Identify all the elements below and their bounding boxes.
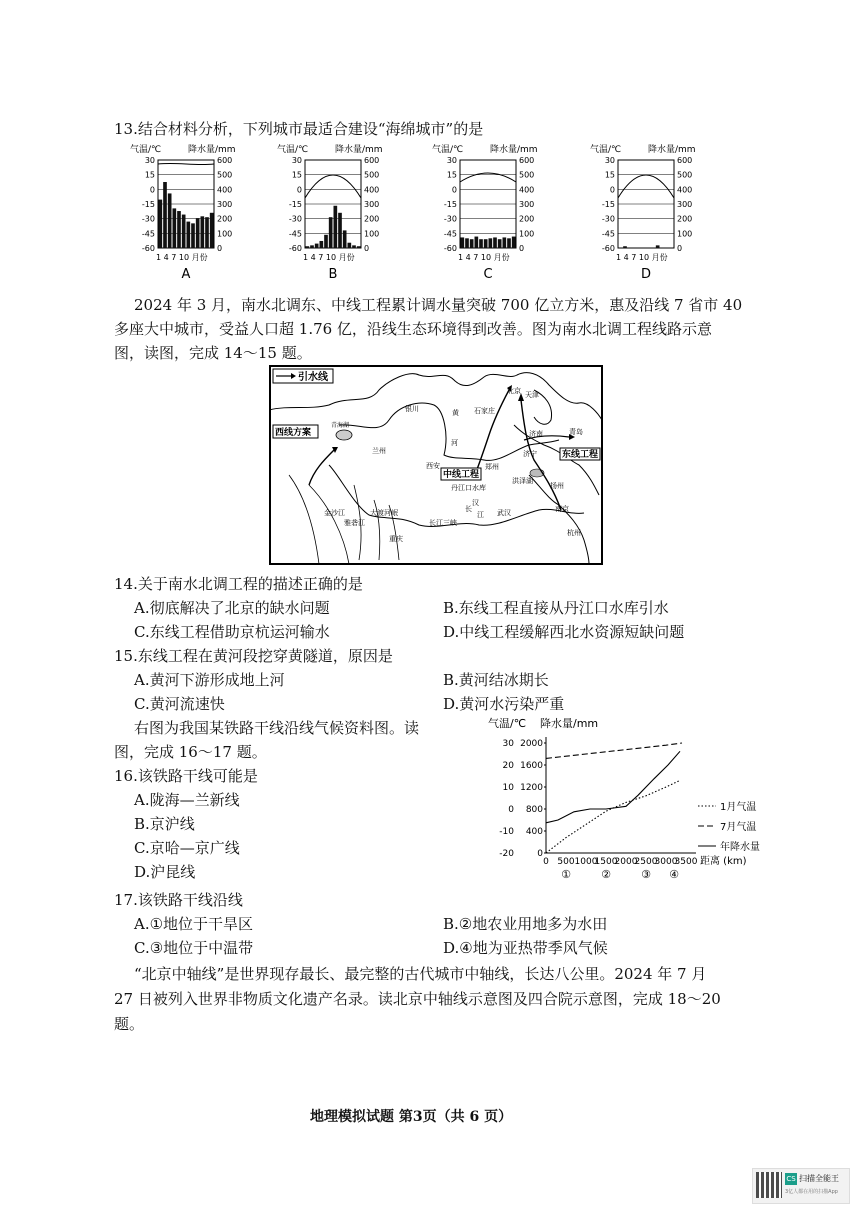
chart-x-label: 距离 (km) xyxy=(700,856,747,867)
q13-precip-bar xyxy=(465,238,469,248)
q17-stem: 17.该铁路干线沿线 xyxy=(114,891,243,909)
chart-x-tick: 3000 xyxy=(654,857,678,867)
map-tianjin: 天津 xyxy=(525,391,539,399)
q13-precip-bar xyxy=(357,246,361,248)
q13-precip-bar xyxy=(623,246,627,248)
q13-precip-bar xyxy=(182,215,186,248)
q13-left-tick: 15 xyxy=(604,170,615,180)
q13-precip-bar xyxy=(177,211,181,248)
q13-temp-label: 气温/℃ xyxy=(130,145,162,155)
map-jinsha: 金沙江 xyxy=(324,509,345,517)
map-jining: 济宁 xyxy=(523,450,537,458)
q13-x-label: 1 4 7 10 月份 xyxy=(616,253,668,262)
q17-option-a[interactable]: A.①地位于干旱区 xyxy=(134,915,254,933)
q13-left-tick: -30 xyxy=(141,214,155,224)
q13-x-label: 1 4 7 10 月份 xyxy=(303,253,355,262)
q13-left-tick: -45 xyxy=(601,229,615,239)
chart-right-tick: 1200 xyxy=(520,783,543,793)
q17-option-b[interactable]: B.②地农业用地多为水田 xyxy=(443,915,608,933)
q14-option-d[interactable]: D.中线工程缓解西北水资源短缺问题 xyxy=(443,623,685,641)
map-dadu: 大渡河 xyxy=(370,509,391,517)
intro16-line2: 图，完成 16～17 题。 xyxy=(114,743,267,761)
chart-legend-label: 7月气温 xyxy=(720,822,757,833)
q13-precip-bar xyxy=(507,238,511,248)
map-han: 汉 xyxy=(472,499,479,507)
q13-right-tick: 600 xyxy=(677,156,693,165)
map-west-route-label: 西线方案 xyxy=(275,428,312,438)
map-middle-route-label: 中线工程 xyxy=(443,470,480,480)
q13-right-tick: 500 xyxy=(677,170,693,180)
map-yinchuan: 银川 xyxy=(405,405,419,413)
map-qinghaihu: 青海湖 xyxy=(331,422,350,429)
q13-precip-bar xyxy=(310,245,314,248)
q13-left-tick: -60 xyxy=(141,244,155,253)
q13-precip-bar xyxy=(338,213,342,248)
chart-site-marker: ② xyxy=(601,868,611,881)
scanner-watermark xyxy=(752,1168,850,1204)
intro18-line1: “北京中轴线”是世界现存最长、最完整的古代城市中轴线，长达八公里。2024 年 7 月 xyxy=(134,965,707,983)
q13-right-tick: 100 xyxy=(217,229,233,239)
intro18-line3: 题。 xyxy=(114,1015,145,1033)
q13-precip-bar xyxy=(479,239,483,248)
chart-series-line-2 xyxy=(546,751,680,823)
q13-panel-b xyxy=(277,143,383,282)
intro14-line2: 多座大中城市，受益人口超 1.76 亿，沿线生态环境得到改善。图为南水北调工程线路示意 xyxy=(114,320,712,338)
map-huanghe-2: 河 xyxy=(451,439,458,447)
chart-series-line-1 xyxy=(546,743,682,758)
q13-precip-bar xyxy=(163,182,167,248)
q13-prec-label: 降水量/mm xyxy=(188,145,236,155)
q15-stem: 15.东线工程在黄河段挖穿黄隧道，原因是 xyxy=(114,647,393,665)
chart-x-tick: 2000 xyxy=(614,857,638,867)
q13-precip-bar xyxy=(329,217,333,248)
chart-legend-label: 1月气温 xyxy=(720,802,757,813)
q16-option-d[interactable]: D.沪昆线 xyxy=(134,863,196,881)
q13-right-tick: 400 xyxy=(364,185,380,195)
q13-left-tick: 0 xyxy=(149,185,155,195)
chart-left-tick: 10 xyxy=(502,783,514,793)
q13-precip-bar xyxy=(187,222,191,248)
chart-temp-axis-label: 气温/℃ xyxy=(488,717,527,730)
q13-left-tick: 30 xyxy=(604,156,615,165)
map-qingdao: 青岛 xyxy=(569,428,583,436)
q13-precip-bar xyxy=(489,238,493,248)
q13-precip-bar xyxy=(168,193,172,248)
q13-right-tick: 500 xyxy=(217,170,233,180)
q13-left-tick: -15 xyxy=(443,200,457,209)
intro18-line2: 27 日被列入世界非物质文化遗产名录。读北京中轴线示意图及四合院示意图，完成 18～20 xyxy=(114,990,721,1008)
map-jiang: 江 xyxy=(477,511,484,519)
map-wuhan: 武汉 xyxy=(497,509,511,517)
chart-left-tick: 20 xyxy=(502,761,514,771)
map-yangzhou: 扬州 xyxy=(550,482,564,490)
q13-option-letter: A xyxy=(181,267,191,282)
map-beijing: 北京 xyxy=(507,387,521,395)
q13-right-tick: 100 xyxy=(364,229,380,239)
south-north-water-diversion-map xyxy=(269,365,603,565)
q13-right-tick: 0 xyxy=(364,244,370,253)
q13-precip-bar xyxy=(334,206,338,248)
map-jinan: 济南 xyxy=(529,430,543,438)
q16-stem: 16.该铁路干线可能是 xyxy=(114,767,258,785)
intro16-line1: 右图为我国某铁路干线沿线气候资料图。读 xyxy=(134,719,420,737)
scanner-name: 扫描全能王 xyxy=(799,1174,839,1183)
q14-stem: 14.关于南水北调工程的描述正确的是 xyxy=(114,575,363,593)
q13-right-tick: 600 xyxy=(217,156,233,165)
q13-precip-bar xyxy=(210,213,214,248)
q13-precip-bar xyxy=(343,230,347,248)
map-min: 岷 xyxy=(391,509,398,517)
q13-right-tick: 400 xyxy=(677,185,693,195)
q13-right-tick: 300 xyxy=(519,200,535,209)
q13-precip-bar xyxy=(461,237,465,248)
q13-precip-bar xyxy=(315,244,319,248)
q13-option-letter: C xyxy=(483,267,493,282)
q13-right-tick: 100 xyxy=(519,229,535,239)
q13-right-tick: 200 xyxy=(519,214,535,224)
q13-right-tick: 400 xyxy=(217,185,233,195)
chart-right-tick: 2000 xyxy=(520,739,543,749)
q13-stem: 13.结合材料分析，下列城市最适合建设“海绵城市”的是 xyxy=(114,120,484,138)
map-chongqing: 重庆 xyxy=(389,535,403,543)
q13-right-tick: 0 xyxy=(519,244,525,253)
q13-left-tick: -30 xyxy=(288,214,302,224)
q13-precip-bar xyxy=(320,241,324,248)
scanner-subtitle: 3亿人都在用的扫描App xyxy=(785,1189,838,1195)
q13-left-tick: 0 xyxy=(609,185,615,195)
q13-right-tick: 300 xyxy=(677,200,693,209)
chart-x-tick: 1000 xyxy=(574,857,598,867)
q13-panel-d xyxy=(590,143,696,282)
q13-left-tick: -45 xyxy=(288,229,302,239)
q13-right-tick: 500 xyxy=(364,170,380,180)
q13-x-label: 1 4 7 10 月份 xyxy=(156,253,208,262)
q14-option-c[interactable]: C.东线工程借助京杭运河输水 xyxy=(134,623,330,641)
map-hongzehu: 洪泽湖 xyxy=(512,477,533,485)
q13-precip-bar xyxy=(205,217,209,248)
q13-prec-label: 降水量/mm xyxy=(490,145,538,155)
q13-x-label: 1 4 7 10 月份 xyxy=(458,253,510,262)
q13-left-tick: -15 xyxy=(141,200,155,209)
q13-right-tick: 400 xyxy=(519,185,535,195)
q13-left-tick: -30 xyxy=(601,214,615,224)
chart-x-tick: 2500 xyxy=(634,857,658,867)
intro14-line3: 图，读图，完成 14～15 题。 xyxy=(114,344,312,362)
q13-right-tick: 200 xyxy=(217,214,233,224)
q13-left-tick: -45 xyxy=(443,229,457,239)
q13-option-letter: D xyxy=(640,267,652,282)
q13-precip-bar xyxy=(656,245,660,248)
q13-right-tick: 0 xyxy=(217,244,223,253)
q15-option-c[interactable]: C.黄河流速快 xyxy=(134,695,225,713)
q13-left-tick: 30 xyxy=(291,156,302,165)
q13-panel-c xyxy=(432,143,538,282)
page-footer: 地理模拟试题 第3页（共 6 页） xyxy=(310,1109,513,1125)
q13-precip-bar xyxy=(512,237,516,248)
q13-right-tick: 600 xyxy=(519,156,535,165)
q13-prec-label: 降水量/mm xyxy=(335,145,383,155)
intro14-line1: 2024 年 3 月，南水北调东、中线工程累计调水量突破 700 亿立方米，惠及沿线 7 省市 40 xyxy=(134,296,743,314)
chart-series-line-0 xyxy=(546,780,680,853)
q13-left-tick: 15 xyxy=(291,170,302,180)
map-nanjing: 南京 xyxy=(555,505,569,513)
q17-option-c[interactable]: C.③地位于中温带 xyxy=(134,939,254,957)
map-east-route-label: 东线工程 xyxy=(562,450,599,460)
q16-option-b[interactable]: B.京沪线 xyxy=(134,815,195,833)
q13-left-tick: 0 xyxy=(451,185,457,195)
q13-climate-panels xyxy=(0,140,860,290)
chart-site-marker: ① xyxy=(561,868,571,881)
q13-precip-bar xyxy=(191,223,195,248)
qr-code-icon xyxy=(756,1172,782,1198)
chart-x-tick: 500 xyxy=(557,857,575,867)
q13-precip-bar xyxy=(196,218,200,248)
q13-precip-bar xyxy=(484,239,488,248)
q13-precip-bar xyxy=(173,208,177,248)
q13-right-tick: 300 xyxy=(217,200,233,209)
q16-option-c[interactable]: C.京哈—京广线 xyxy=(134,839,240,857)
railway-climate-chart xyxy=(460,713,760,883)
chart-prec-axis-label: 降水量/mm xyxy=(540,717,599,730)
map-danjiangkou: 丹江口水库 xyxy=(451,484,486,492)
chart-left-tick: -10 xyxy=(499,827,514,837)
q13-right-tick: 200 xyxy=(364,214,380,224)
chart-right-tick: 800 xyxy=(525,805,543,815)
q13-temp-label: 气温/℃ xyxy=(590,145,622,155)
q13-precip-bar xyxy=(493,237,497,248)
map-xian: 西安 xyxy=(426,462,440,470)
q13-left-tick: 15 xyxy=(144,170,155,180)
chart-left-tick: -20 xyxy=(499,849,514,859)
q13-precip-bar xyxy=(475,237,479,248)
q13-precip-bar xyxy=(470,239,474,248)
q15-option-b[interactable]: B.黄河结冰期长 xyxy=(443,671,549,689)
chart-x-tick: 0 xyxy=(543,857,549,867)
q13-precip-bar xyxy=(159,200,163,248)
q13-right-tick: 100 xyxy=(677,229,693,239)
q13-precip-bar xyxy=(498,239,502,248)
q13-left-tick: 30 xyxy=(144,156,155,165)
chart-left-tick: 0 xyxy=(508,805,514,815)
chart-legend-label: 年降水量 xyxy=(720,842,760,853)
q13-left-tick: -60 xyxy=(288,244,302,253)
chart-left-tick: 30 xyxy=(502,739,514,749)
chart-x-tick: 1500 xyxy=(594,857,618,867)
q14-option-b[interactable]: B.东线工程直接从丹江口水库引水 xyxy=(443,599,669,617)
chart-right-tick: 0 xyxy=(537,849,543,859)
map-huanghe-1: 黄 xyxy=(452,409,459,417)
q13-precip-bar xyxy=(503,237,507,248)
chart-right-tick: 1600 xyxy=(520,761,543,771)
q14-option-a[interactable]: A.彻底解决了北京的缺水问题 xyxy=(134,599,330,617)
q13-left-tick: 15 xyxy=(446,170,457,180)
q13-right-tick: 300 xyxy=(364,200,380,209)
q13-prec-label: 降水量/mm xyxy=(648,145,696,155)
q13-right-tick: 500 xyxy=(519,170,535,180)
q13-left-tick: -15 xyxy=(601,200,615,209)
map-chang: 长 xyxy=(465,505,472,513)
q13-precip-bar xyxy=(352,245,356,248)
q13-left-tick: 30 xyxy=(446,156,457,165)
q15-option-d[interactable]: D.黄河水污染严重 xyxy=(443,695,565,713)
q13-precip-bar xyxy=(306,246,310,248)
q13-right-tick: 200 xyxy=(677,214,693,224)
q15-option-a[interactable]: A.黄河下游形成地上河 xyxy=(134,671,285,689)
q13-left-tick: -60 xyxy=(601,244,615,253)
q13-left-tick: -30 xyxy=(443,214,457,224)
map-lanzhou: 兰州 xyxy=(372,447,386,455)
q13-temp-label: 气温/℃ xyxy=(277,145,309,155)
q13-right-tick: 0 xyxy=(677,244,683,253)
q13-temp-label: 气温/℃ xyxy=(432,145,464,155)
map-shijiazhuang: 石家庄 xyxy=(474,407,495,415)
map-legend-label: 引水线 xyxy=(298,372,328,383)
q13-panel-a xyxy=(130,143,236,282)
q13-precip-bar xyxy=(324,235,328,248)
cs-logo-icon: CS xyxy=(786,1175,796,1183)
q13-precip-bar xyxy=(348,243,352,248)
chart-x-tick: 3500 xyxy=(674,857,698,867)
q13-left-tick: -15 xyxy=(288,200,302,209)
q13-left-tick: -45 xyxy=(141,229,155,239)
q17-option-d[interactable]: D.④地为亚热带季风气候 xyxy=(443,939,608,957)
map-yalong: 雅砻江 xyxy=(344,519,365,527)
q13-left-tick: -60 xyxy=(443,244,457,253)
q13-option-letter: B xyxy=(328,267,338,282)
map-hangzhou: 杭州 xyxy=(567,529,581,537)
q13-precip-bar xyxy=(201,216,205,248)
q16-option-a[interactable]: A.陇海—兰新线 xyxy=(134,791,240,809)
map-zhengzhou: 郑州 xyxy=(485,463,499,471)
chart-right-tick: 400 xyxy=(525,827,543,837)
chart-site-marker: ③ xyxy=(641,868,651,881)
q13-left-tick: 0 xyxy=(296,185,302,195)
chart-site-marker: ④ xyxy=(669,868,679,881)
map-changjiang-sanxia: 长江三峡 xyxy=(429,519,457,527)
q13-right-tick: 600 xyxy=(364,156,380,165)
